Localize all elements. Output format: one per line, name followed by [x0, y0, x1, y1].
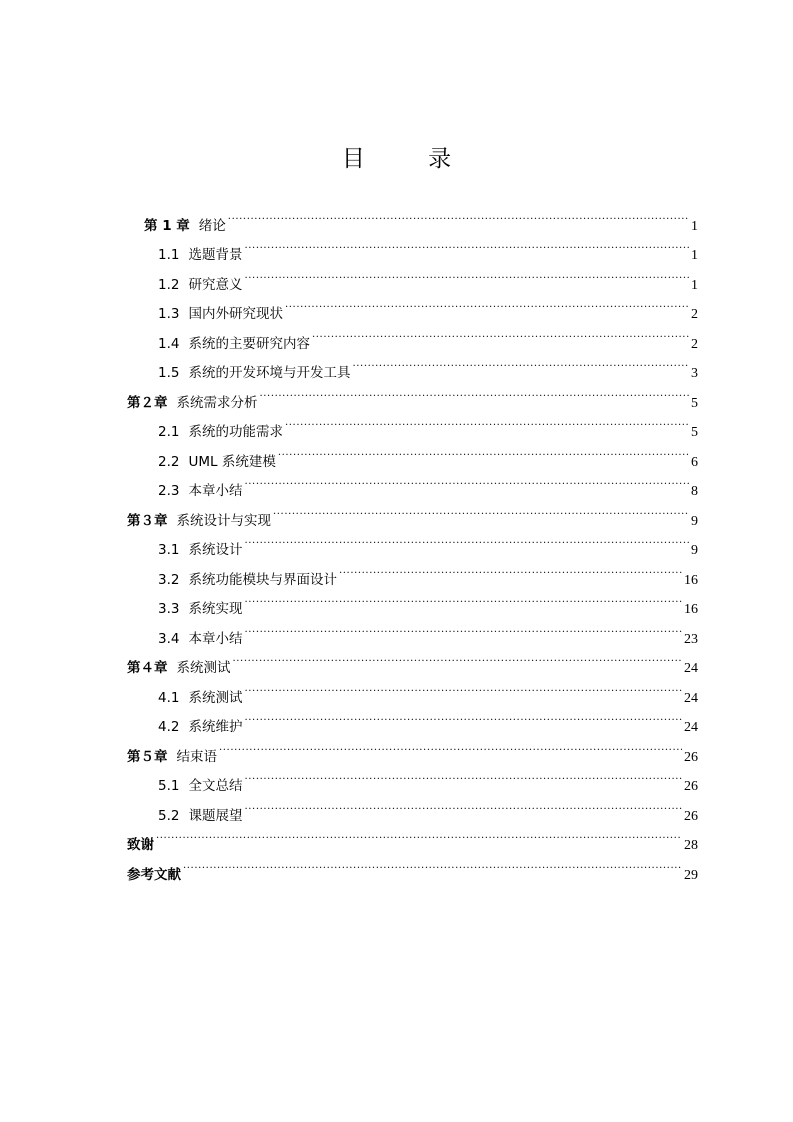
toc-entry-title: 系统测试 — [188, 689, 243, 706]
toc-entry-label: 3.2 — [158, 571, 180, 588]
toc-dot-leader — [219, 731, 682, 761]
toc-entry-chapter-1[interactable] — [144, 200, 698, 234]
toc-entry-page: 6 — [691, 454, 698, 470]
toc-dot-leader — [244, 466, 689, 496]
toc-entry-page: 24 — [684, 661, 698, 676]
toc-entry-section-2-3[interactable] — [158, 466, 698, 499]
toc-entry-section-4-1[interactable] — [158, 672, 698, 706]
toc-dot-leader — [233, 643, 683, 673]
toc-entry-label: 5.1 — [158, 778, 180, 794]
toc-entry-section-3-1[interactable] — [158, 525, 698, 558]
toc-dot-leader — [244, 613, 682, 643]
toc-entry-title: 系统设计 — [188, 542, 243, 558]
toc-entry-label: 参考文献 — [127, 866, 181, 883]
toc-dot-leader — [285, 407, 689, 437]
toc-entry-section-3-2[interactable] — [158, 554, 698, 588]
toc-entry-page: 24 — [684, 690, 698, 706]
toc-entry-title: 系统实现 — [188, 601, 243, 617]
toc-entry-label: 4.2 — [158, 719, 180, 735]
toc-entry-page: 9 — [691, 543, 698, 558]
toc-entry-page: 26 — [684, 808, 698, 824]
toc-entry-title: 系统设计与实现 — [176, 512, 271, 529]
toc-dot-leader — [244, 230, 689, 260]
toc-entry-section-4-2[interactable] — [158, 702, 698, 735]
toc-dot-leader — [244, 672, 682, 702]
toc-entry-page: 1 — [691, 277, 698, 293]
toc-entry-title: 全文总结 — [188, 778, 243, 794]
toc-entry-label: 1.1 — [158, 247, 180, 263]
toc-entry-title: 系统功能模块与界面设计 — [188, 571, 337, 588]
toc-entry-label: 第２章 — [127, 394, 168, 411]
toc-entry-label: 第５章 — [127, 748, 168, 765]
toc-entry-page: 28 — [684, 838, 698, 853]
toc-entry-page: 23 — [684, 631, 698, 647]
toc-heading: 目 录 — [341, 146, 480, 172]
toc-dot-leader — [244, 702, 682, 732]
toc-entry-section-2-1[interactable] — [158, 407, 698, 440]
toc-entry-page: 1 — [691, 248, 698, 263]
toc-entry-page: 16 — [684, 572, 698, 588]
toc-entry-label: 第 1 章 — [144, 217, 190, 234]
toc-entry-title: 系统的主要研究内容 — [188, 335, 310, 352]
toc-entry-label: 4.1 — [158, 689, 180, 706]
toc-entry-page: 3 — [691, 366, 698, 381]
toc-entry-title: 系统测试 — [176, 660, 231, 676]
toc-entry-acknowledgements[interactable] — [127, 820, 698, 853]
toc-entry-title: 本章小结 — [188, 483, 243, 499]
toc-entry-label: 2.1 — [158, 424, 180, 440]
toc-entry-label: 1.4 — [158, 335, 180, 352]
toc-entry-label: 第４章 — [127, 660, 168, 676]
toc-entry-chapter-5[interactable] — [127, 731, 698, 765]
toc-entry-label: 2.3 — [158, 483, 180, 499]
toc-entry-title: 选题背景 — [188, 247, 243, 263]
toc-entry-label: 3.4 — [158, 630, 180, 647]
toc-entry-chapter-2[interactable] — [127, 377, 698, 411]
toc-entry-section-1-3[interactable] — [158, 289, 698, 322]
toc-entry-label: 1.3 — [158, 306, 180, 322]
toc-dot-leader — [244, 259, 689, 289]
toc-dot-leader — [156, 820, 682, 850]
toc-entry-title: UML 系统建模 — [188, 453, 276, 470]
toc-entry-title: 系统的开发环境与开发工具 — [188, 365, 351, 381]
toc-entry-title: 绪论 — [198, 217, 226, 234]
toc-dot-leader — [228, 200, 689, 230]
toc-entry-title: 课题展望 — [188, 807, 243, 824]
toc-entry-page: 29 — [684, 867, 698, 883]
toc-entry-page: 2 — [691, 336, 698, 352]
toc-entry-page: 16 — [684, 602, 698, 617]
table-of-contents — [0, 200, 793, 883]
toc-entry-title: 系统维护 — [188, 719, 243, 735]
toc-dot-leader — [352, 348, 689, 378]
toc-entry-page: 8 — [691, 484, 698, 499]
toc-entry-section-1-1[interactable] — [158, 230, 698, 263]
toc-entry-label: 1.5 — [158, 365, 180, 381]
toc-entry-label: 3.1 — [158, 542, 180, 558]
toc-dot-leader — [285, 289, 689, 319]
toc-entry-page: 5 — [691, 425, 698, 440]
toc-entry-title: 系统的功能需求 — [188, 424, 283, 440]
toc-entry-chapter-3[interactable] — [127, 495, 698, 529]
toc-entry-label: 5.2 — [158, 807, 180, 824]
toc-entry-label: 致谢 — [127, 837, 154, 853]
toc-dot-leader — [183, 849, 682, 879]
toc-dot-leader — [244, 525, 689, 555]
toc-entry-section-5-1[interactable] — [158, 761, 698, 794]
toc-entry-section-2-2[interactable] — [158, 436, 698, 470]
toc-dot-leader — [312, 318, 689, 348]
toc-entry-page: 9 — [691, 513, 698, 529]
toc-entry-page: 26 — [684, 749, 698, 765]
toc-entry-section-3-4[interactable] — [158, 613, 698, 647]
toc-entry-section-1-5[interactable] — [158, 348, 698, 381]
toc-entry-section-3-3[interactable] — [158, 584, 698, 617]
toc-entry-page: 5 — [691, 395, 698, 411]
toc-entry-label: 第３章 — [127, 512, 168, 529]
toc-entry-label: 1.2 — [158, 276, 180, 293]
toc-dot-leader — [273, 495, 689, 525]
toc-entry-chapter-4[interactable] — [127, 643, 698, 676]
toc-dot-leader — [244, 761, 682, 791]
toc-entry-page: 24 — [684, 720, 698, 735]
toc-entry-title: 研究意义 — [188, 276, 243, 293]
toc-entry-section-1-2[interactable] — [158, 259, 698, 293]
toc-entry-page: 26 — [684, 779, 698, 794]
toc-dot-leader — [278, 436, 689, 466]
toc-entry-page: 1 — [691, 218, 698, 234]
toc-entry-title: 系统需求分析 — [176, 394, 258, 411]
toc-dot-leader — [260, 377, 690, 407]
toc-entry-title: 本章小结 — [188, 630, 243, 647]
toc-entry-section-1-4[interactable] — [158, 318, 698, 352]
toc-entry-title: 国内外研究现状 — [188, 306, 283, 322]
toc-dot-leader — [244, 790, 682, 820]
toc-dot-leader — [244, 584, 682, 614]
toc-entry-label: 3.3 — [158, 601, 180, 617]
toc-entry-label: 2.2 — [158, 453, 180, 470]
toc-entry-page: 2 — [691, 307, 698, 322]
toc-entry-section-5-2[interactable] — [158, 790, 698, 824]
toc-entry-references[interactable] — [127, 849, 698, 883]
toc-dot-leader — [339, 554, 682, 584]
toc-entry-title: 结束语 — [176, 748, 217, 765]
